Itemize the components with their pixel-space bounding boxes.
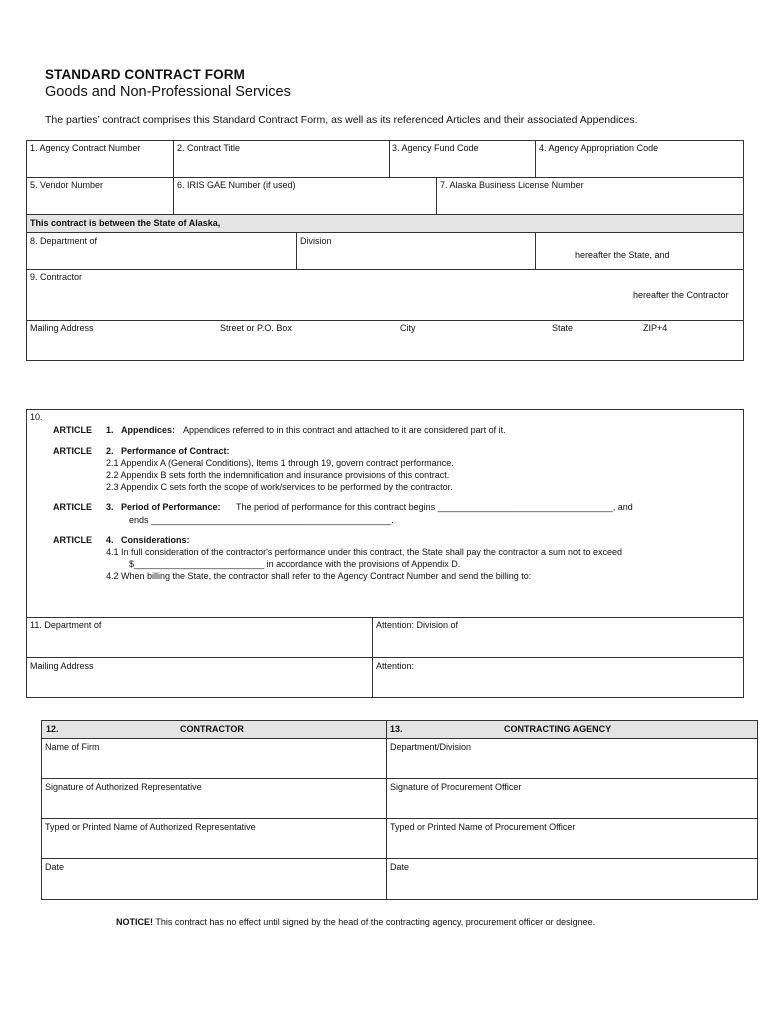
contract-parties-heading: This contract is between the State of Alaska, bbox=[30, 218, 221, 228]
department-field[interactable]: 8. Department of bbox=[30, 236, 98, 246]
agency-contract-number-field[interactable]: 1. Agency Contract Number bbox=[30, 143, 141, 153]
procurement-signature-field[interactable]: Signature of Procurement Officer bbox=[390, 782, 522, 792]
article-block-number: 10. bbox=[30, 412, 43, 422]
agency-section-number: 13. bbox=[390, 724, 403, 734]
billing-attention-division-field[interactable]: Attention: Division of bbox=[376, 620, 459, 630]
article-2-3: 2.3 Appendix C sets forth the scope of work/services to be performed by the contractor. bbox=[106, 482, 453, 492]
article-4-1: 4.1 In full consideration of the contractor's performance under this contract, the State shall pay the contractor a sum not to exceed bbox=[106, 547, 623, 557]
intro-text: The parties’ contract comprises this Standard Contract Form, as well as its referenced Articles and their associated Appendices. bbox=[45, 114, 638, 126]
article-3-number: 3. bbox=[106, 502, 114, 512]
rep-printed-name-field[interactable]: Typed or Printed Name of Authorized Representative bbox=[45, 822, 256, 832]
notice-line bbox=[116, 917, 595, 927]
notice-label: NOTICE! bbox=[116, 917, 153, 927]
article-3-title: Period of Performance: bbox=[121, 502, 221, 512]
article-1-label: ARTICLE bbox=[53, 425, 92, 435]
department-division-field[interactable]: Department/Division bbox=[390, 742, 472, 752]
contractor-field[interactable]: 9. Contractor bbox=[30, 272, 83, 282]
contractor-section-heading: CONTRACTOR bbox=[180, 724, 244, 734]
city-label: City bbox=[400, 323, 416, 333]
billing-department-field[interactable]: 11. Department of bbox=[30, 620, 102, 630]
article-4-label: ARTICLE bbox=[53, 535, 92, 545]
article-2-label: ARTICLE bbox=[53, 446, 92, 456]
vendor-number-field[interactable]: 5. Vendor Number bbox=[30, 180, 104, 190]
contractor-section-number: 12. bbox=[46, 724, 59, 734]
article-1-title: Appendices: bbox=[121, 425, 176, 435]
iris-gae-number-field[interactable]: 6. IRIS GAE Number (if used) bbox=[177, 180, 296, 190]
article-1-number: 1. bbox=[106, 425, 114, 435]
contractor-date-field[interactable]: Date bbox=[45, 862, 65, 872]
form-subtitle: Goods and Non-Professional Services bbox=[45, 84, 291, 100]
billing-mailing-address-field[interactable]: Mailing Address bbox=[30, 661, 94, 671]
contract-title-field[interactable]: 2. Contract Title bbox=[177, 143, 241, 153]
agency-section-heading: CONTRACTING AGENCY bbox=[504, 724, 612, 734]
article-2-2: 2.2 Appendix B sets forth the indemnification and insurance provisions of this contract. bbox=[106, 470, 450, 480]
agency-appropriation-code-field[interactable]: 4. Agency Appropriation Code bbox=[539, 143, 659, 153]
procurement-printed-name-field[interactable]: Typed or Printed Name of Procurement Officer bbox=[390, 822, 576, 832]
zip-label: ZIP+4 bbox=[643, 323, 668, 333]
article-3-label: ARTICLE bbox=[53, 502, 92, 512]
agency-date-field[interactable]: Date bbox=[390, 862, 410, 872]
notice-text: This contract has no effect until signed by the head of the contracting agency, procurement officer or designee. bbox=[155, 917, 596, 927]
firm-name-field[interactable]: Name of Firm bbox=[45, 742, 100, 752]
article-2-title: Performance of Contract: bbox=[121, 446, 230, 456]
articles-block bbox=[26, 409, 744, 618]
hereafter-state-text: hereafter the State, and bbox=[575, 250, 670, 260]
billing-attention-field[interactable]: Attention: bbox=[376, 661, 415, 671]
article-4-title: Considerations: bbox=[121, 535, 190, 545]
article-3-ends[interactable]: ends ________________________________________________. bbox=[129, 515, 394, 525]
article-2-number: 2. bbox=[106, 446, 114, 456]
form-title: STANDARD CONTRACT FORM bbox=[45, 67, 245, 82]
hereafter-contractor-text: hereafter the Contractor bbox=[633, 290, 729, 300]
division-field[interactable]: Division bbox=[300, 236, 332, 246]
article-1-text: Appendices referred to in this contract and attached to it are considered part of it. bbox=[183, 425, 506, 435]
rep-signature-field[interactable]: Signature of Authorized Representative bbox=[45, 782, 202, 792]
article-4-2: 4.2 When billing the State, the contractor shall refer to the Agency Contract Number and send the billing to: bbox=[106, 571, 532, 581]
article-2-1: 2.1 Appendix A (General Conditions), Items 1 through 19, govern contract performance. bbox=[106, 458, 454, 468]
article-4-1-amount[interactable]: $__________________________ in accordance with the provisions of Appendix D. bbox=[129, 559, 461, 569]
alaska-business-license-field[interactable]: 7. Alaska Business License Number bbox=[440, 180, 584, 190]
street-label: Street or P.O. Box bbox=[220, 323, 292, 333]
contractor-mailing-address-field[interactable]: Mailing Address bbox=[30, 323, 94, 333]
article-3-text[interactable]: The period of performance for this contract begins ___________________________________, and bbox=[236, 502, 633, 512]
agency-fund-code-field[interactable]: 3. Agency Fund Code bbox=[392, 143, 479, 153]
article-4-number: 4. bbox=[106, 535, 114, 545]
state-label: State bbox=[552, 323, 574, 333]
